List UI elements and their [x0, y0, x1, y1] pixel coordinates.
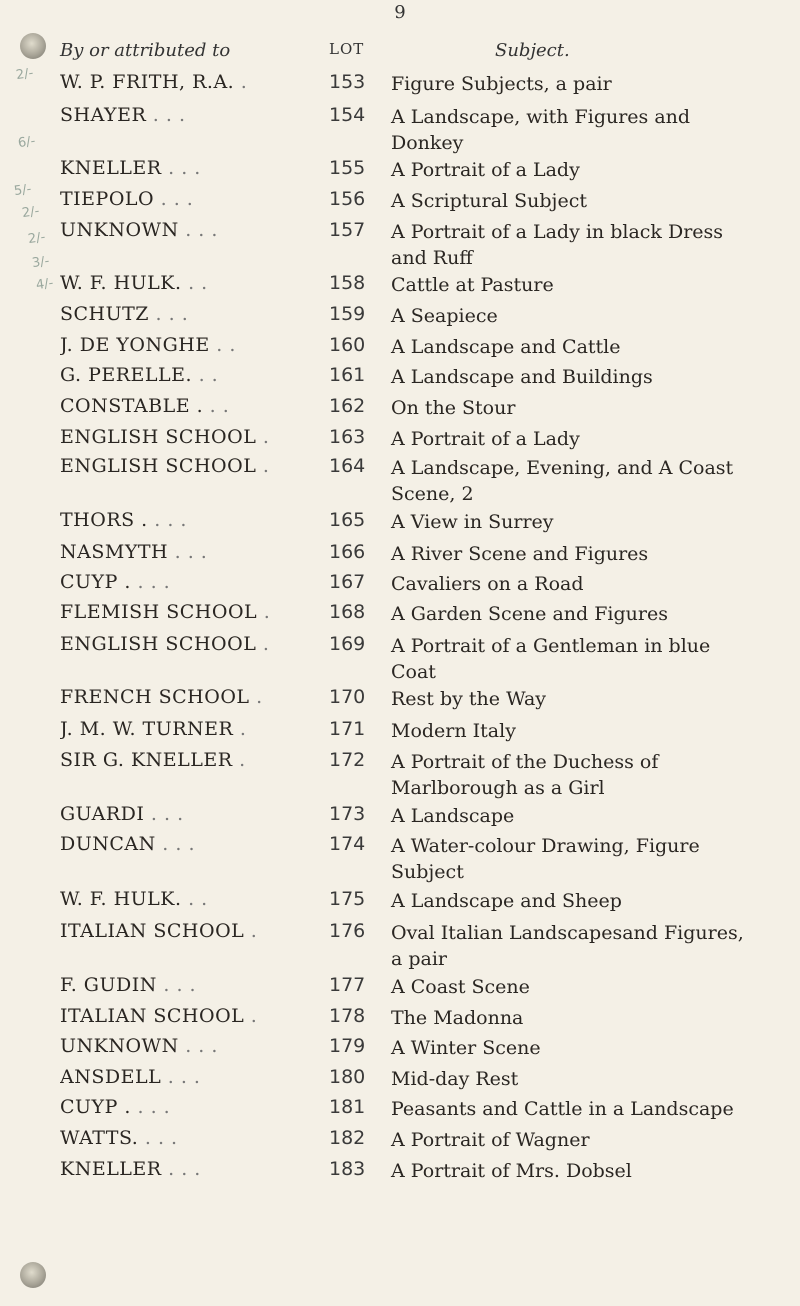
subject-description: A Coast Scene [391, 976, 530, 998]
leader-dots: . . [209, 334, 236, 356]
lot-number: 155 [329, 157, 366, 179]
lot-number: 156 [329, 188, 366, 210]
subject-description: A River Scene and Figures [391, 543, 649, 565]
artist-label: CONSTABLE . [60, 395, 204, 417]
lot-number: 181 [329, 1096, 366, 1118]
leader-dots: . [234, 71, 248, 93]
artist-name [60, 888, 310, 910]
leader-dots: . [244, 920, 258, 942]
subject-description: A Portrait of the Duchess of Marlborough as a Girl [391, 751, 659, 799]
subject-description: A Portrait of a Lady [391, 159, 580, 181]
artist-label: UNKNOWN [60, 219, 179, 241]
column-header-lot: LOT [329, 40, 365, 58]
lot-number: 161 [329, 364, 366, 386]
subject-description: A Landscape and Sheep [391, 890, 622, 912]
artist-label: G. PERELLE. [60, 364, 193, 386]
column-header-subject: Subject. [495, 40, 570, 61]
subject-description: A Portrait of Wagner [391, 1129, 590, 1151]
artist-name [60, 1066, 310, 1088]
lot-number: 175 [329, 888, 366, 910]
artist-name [60, 426, 310, 448]
lot-number: 153 [329, 71, 366, 93]
subject-description: Cavaliers on a Road [391, 573, 584, 595]
artist-name [60, 1035, 310, 1057]
subject-description: A Portrait of a Lady [391, 428, 580, 450]
subject-description: A Landscape [391, 805, 515, 827]
artist-name [60, 1127, 310, 1149]
leader-dots: . [256, 455, 270, 477]
leader-dots: . . . [168, 541, 208, 563]
leader-dots: . . [203, 395, 230, 417]
artist-name [60, 272, 310, 294]
subject-description: Rest by the Way [391, 688, 547, 710]
artist-name [60, 601, 310, 623]
leader-dots: . [232, 749, 246, 771]
artist-name [60, 188, 310, 210]
subject-description: A View in Surrey [391, 511, 554, 533]
subject-description: The Madonna [391, 1007, 524, 1029]
artist-name [60, 920, 310, 942]
lot-number: 166 [329, 541, 366, 563]
lot-number: 180 [329, 1066, 366, 1088]
artist-label: FRENCH SCHOOL [60, 686, 250, 708]
lot-number: 179 [329, 1035, 366, 1057]
subject-description: Peasants and Cattle in a Landscape [391, 1098, 734, 1120]
artist-name [60, 541, 310, 563]
leader-dots: . . . [138, 1127, 178, 1149]
leader-dots: . . . [147, 509, 187, 531]
leader-dots: . . . [178, 1035, 218, 1057]
leader-dots: . . . [144, 803, 184, 825]
artist-name [60, 71, 310, 93]
artist-label: ENGLISH SCHOOL [60, 455, 257, 477]
artist-label: TIEPOLO [60, 188, 155, 210]
subject-description: A Seapiece [391, 305, 498, 327]
artist-name [60, 364, 310, 386]
margin-note: 2/- [27, 229, 47, 248]
artist-name [60, 1096, 310, 1118]
artist-label: NASMYTH [60, 541, 169, 563]
artist-label: W. F. HULK. [60, 888, 182, 910]
artist-label: ENGLISH SCHOOL [60, 426, 257, 448]
leader-dots: . . . [161, 157, 201, 179]
lot-number: 173 [329, 803, 366, 825]
lot-number: 158 [329, 272, 366, 294]
margin-note: 4/- [35, 275, 55, 294]
artist-label: ENGLISH SCHOOL [60, 633, 257, 655]
artist-label: CUYP . [60, 1096, 131, 1118]
artist-label: SIR G. KNELLER [60, 749, 233, 771]
artist-name [60, 718, 310, 740]
leader-dots: . . [192, 364, 219, 386]
leader-dots: . [257, 601, 271, 623]
artist-label: KNELLER [60, 157, 162, 179]
artist-label: ITALIAN SCHOOL [60, 920, 245, 942]
lot-number: 154 [329, 104, 366, 126]
artist-name [60, 686, 310, 708]
subject-description: A Portrait of Mrs. Dobsel [391, 1160, 632, 1182]
leader-dots: . [244, 1005, 258, 1027]
leader-dots: . . . [178, 219, 218, 241]
artist-label: J. DE YONGHE [60, 334, 210, 356]
leader-dots: . . . [146, 104, 186, 126]
subject-description: Modern Italy [391, 720, 516, 742]
subject-description: A Portrait of a Gentleman in blue Coat [391, 635, 711, 683]
subject-description: Oval Italian Landscapesand Figures, a pair [391, 922, 744, 970]
artist-label: SCHUTZ [60, 303, 150, 325]
artist-label: GUARDI [60, 803, 145, 825]
lot-number: 176 [329, 920, 366, 942]
leader-dots: . . . [130, 571, 171, 593]
lot-number: 174 [329, 833, 366, 855]
artist-name [60, 803, 310, 825]
leader-dots: . . . [154, 188, 194, 210]
artist-label: ANSDELL [60, 1066, 162, 1088]
artist-label: KNELLER [60, 1158, 162, 1180]
leader-dots: . . [181, 888, 208, 910]
leader-dots: . . . [155, 833, 196, 855]
leader-dots: . . [181, 272, 208, 294]
artist-name [60, 334, 310, 356]
leader-dots: . . . [130, 1096, 171, 1118]
artist-label: ITALIAN SCHOOL [60, 1005, 245, 1027]
lot-number: 157 [329, 219, 366, 241]
subject-description: A Scriptural Subject [391, 190, 587, 212]
subject-description: Cattle at Pasture [391, 274, 554, 296]
artist-name [60, 157, 310, 179]
artist-label: J. M. W. TURNER [60, 718, 234, 740]
artist-name [60, 509, 310, 531]
subject-description: A Landscape, with Figures and Donkey [391, 106, 691, 154]
artist-name [60, 455, 310, 477]
margin-note: 2/- [21, 203, 41, 222]
subject-description: A Water-colour Drawing, Figure Subject [391, 835, 700, 883]
artist-name [60, 1005, 310, 1027]
lot-number: 165 [329, 509, 366, 531]
artist-label: DUNCAN [60, 833, 156, 855]
subject-description: A Garden Scene and Figures [391, 603, 668, 625]
subject-description: Figure Subjects, a pair [391, 73, 612, 95]
lot-number: 171 [329, 718, 366, 740]
leader-dots: . . . [149, 303, 189, 325]
margin-note: 6/- [17, 133, 37, 152]
margin-note: 3/- [31, 253, 51, 272]
lot-number: 170 [329, 686, 366, 708]
lot-number: 162 [329, 395, 366, 417]
artist-label: WATTS. [60, 1127, 139, 1149]
artist-name [60, 104, 310, 126]
subject-description: A Landscape and Buildings [391, 366, 653, 388]
artist-name [60, 974, 310, 996]
artist-label: CUYP . [60, 571, 131, 593]
leader-dots: . [233, 718, 247, 740]
artist-name [60, 1158, 310, 1180]
artist-name [60, 633, 310, 655]
artist-label: UNKNOWN [60, 1035, 179, 1057]
subject-description: A Landscape and Cattle [391, 336, 621, 358]
page-number: 9 [394, 2, 406, 23]
leader-dots: . . . [161, 1158, 201, 1180]
artist-label: W. P. FRITH, R.A. [60, 71, 235, 93]
artist-label: W. F. HULK. [60, 272, 182, 294]
binding-hole [20, 1262, 46, 1288]
margin-note: 5/- [13, 181, 33, 200]
lot-number: 159 [329, 303, 366, 325]
artist-label: FLEMISH SCHOOL [60, 601, 258, 623]
artist-label: F. GUDIN [60, 974, 157, 996]
lot-number: 168 [329, 601, 366, 623]
artist-name [60, 749, 310, 771]
artist-name [60, 571, 310, 593]
subject-description: A Winter Scene [391, 1037, 541, 1059]
artist-name [60, 219, 310, 241]
subject-description: A Landscape, Evening, and A Coast Scene, 2 [391, 457, 734, 505]
subject-description: Mid-day Rest [391, 1068, 519, 1090]
lot-number: 167 [329, 571, 366, 593]
artist-name [60, 833, 310, 855]
artist-label: SHAYER [60, 104, 147, 126]
artist-label: THORS . [60, 509, 148, 531]
leader-dots: . [256, 633, 270, 655]
leader-dots: . . . [161, 1066, 201, 1088]
artist-name [60, 395, 310, 417]
artist-name [60, 303, 310, 325]
column-header-attribution: By or attributed to [60, 40, 231, 61]
lot-number: 183 [329, 1158, 366, 1180]
lot-number: 172 [329, 749, 366, 771]
lot-number: 177 [329, 974, 366, 996]
subject-description: A Portrait of a Lady in black Dress and Ruff [391, 221, 724, 269]
leader-dots: . [249, 686, 263, 708]
subject-description: On the Stour [391, 397, 516, 419]
leader-dots: . . . [156, 974, 197, 996]
leader-dots: . [256, 426, 270, 448]
lot-number: 160 [329, 334, 366, 356]
lot-number: 182 [329, 1127, 366, 1149]
margin-note: 2/- [15, 65, 35, 84]
lot-number: 164 [329, 455, 366, 477]
lot-number: 169 [329, 633, 366, 655]
lot-number: 163 [329, 426, 366, 448]
lot-number: 178 [329, 1005, 366, 1027]
